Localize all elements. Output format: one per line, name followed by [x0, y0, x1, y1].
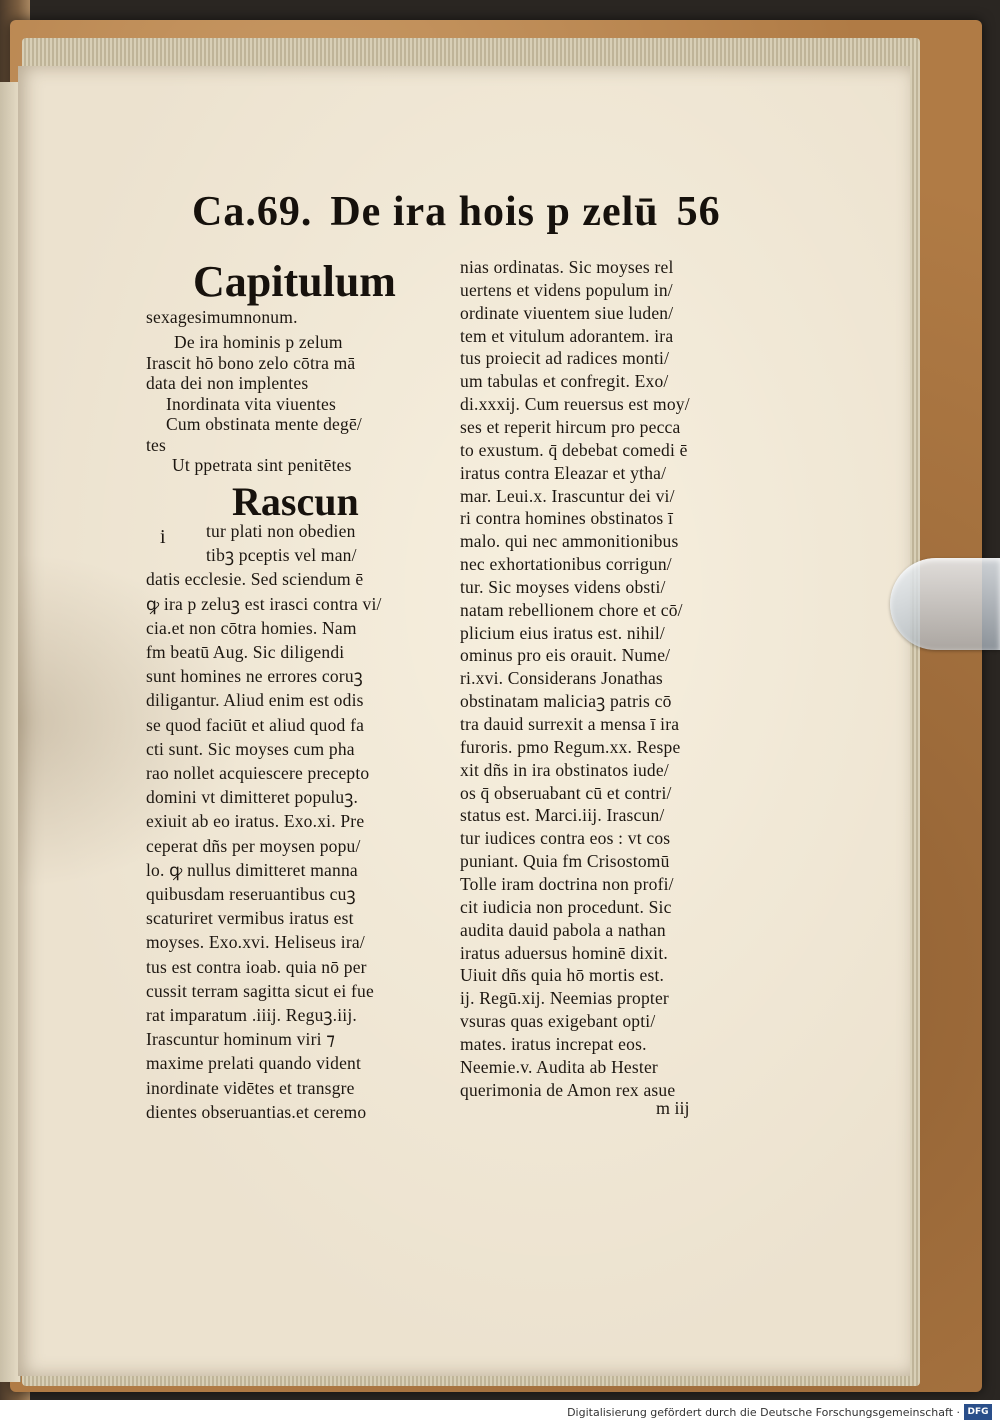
text-line: plicium eius iratus est. nihil/: [460, 622, 665, 643]
text-line: cussit terram sagitta sicut ei fue: [146, 980, 374, 1001]
text-line: fm beatū Aug. Sic diligendi: [146, 642, 345, 662]
text-line: tus est contra ioab. quia nō per: [146, 956, 367, 977]
text-line: vsuras quas exigebant opti/: [460, 1011, 656, 1032]
text-line: tur plati non obedien: [206, 521, 356, 541]
text-line: audita dauid pabola a nathan: [460, 919, 666, 940]
text-line: furoris. pmo Regum.xx. Respe: [460, 736, 681, 757]
text-line: tus proiecit ad radices monti/: [460, 348, 670, 369]
text-line: rat imparatum .iiij. Reguꝫ.iij.: [146, 1005, 358, 1025]
text-line: Irascuntur hominum viri ⁊: [146, 1029, 336, 1050]
text-line: querimonia de Amon rex asue: [460, 1079, 676, 1100]
summary-line: Inordinata vita viuentes: [166, 393, 337, 414]
text-line: Uiuit dñs quia hō mortis est.: [460, 965, 665, 986]
text-line: diligantur. Aliud enim est odis: [146, 690, 364, 711]
text-line: malo. qui nec ammonitionibus: [460, 531, 679, 552]
text-line: ordinate viuentem siue luden/: [460, 302, 674, 323]
text-line: dientes obseruantias.et ceremo: [146, 1101, 367, 1122]
summary-line: tes: [146, 434, 167, 455]
text-line: tur. Sic moyses videns obsti/: [460, 576, 666, 597]
text-line: puniant. Quia fm Crisostomū: [460, 851, 670, 872]
text-line: to exustum. q̄ debebat comedi ē: [460, 439, 688, 460]
text-line: cti sunt. Sic moyses cum pha: [146, 738, 355, 759]
decorated-initial-word: Rascun: [232, 479, 359, 524]
summary-line: De ira hominis p zelum: [174, 332, 343, 352]
text-line: scaturiret vermibus iratus est: [146, 908, 354, 929]
text-line: obstinatam maliciaꝫ patris cō: [460, 691, 672, 712]
footer-bar: [0, 1400, 1000, 1426]
signature-mark: m iij: [656, 1098, 690, 1118]
text-line: nec exhortationibus corrigun/: [460, 554, 672, 575]
text-line: Tolle iram doctrina non profi/: [460, 873, 674, 894]
summary-line: Cum obstinata mente degē/: [166, 414, 362, 434]
text-line: ses et reperit hircum pro pecca: [460, 416, 681, 437]
text-line: tem et vitulum adorantem. ira: [460, 325, 674, 346]
folio-number: 56: [676, 189, 721, 235]
text-line: ꝙ ira p zeluꝫ est irasci contra vi/: [146, 593, 382, 614]
text-line: quibusdam reseruantibus cuꝫ: [146, 884, 356, 904]
text-line: tra dauid surrexit a mensa ī ira: [460, 714, 680, 734]
text-line: datis ecclesie. Sed sciendum ē: [146, 569, 364, 590]
text-line: nias ordinatas. Sic moyses rel: [460, 257, 674, 277]
text-line: tibꝫ pceptis vel man/: [206, 545, 357, 566]
text-line: cia.et non cōtra homies. Nam: [146, 617, 357, 638]
text-line: cit iudicia non procedunt. Sic: [460, 896, 672, 917]
text-line: Neemie.v. Audita ab Hester: [460, 1056, 658, 1077]
summary-line: data dei non implentes: [146, 373, 309, 393]
text-line: exiuit ab eo iratus. Exo.xi. Pre: [146, 811, 365, 832]
text-line: domini vt dimitteret populuꝫ.: [146, 787, 359, 808]
text-line: sunt homines ne errores coruꝫ: [146, 666, 363, 687]
text-line: maxime prelati quando vident: [146, 1053, 362, 1074]
text-line: ri.xvi. Considerans Jonathas: [460, 668, 663, 689]
text-line: di.xxxij. Cum reuersus est moy/: [460, 394, 690, 415]
chapter-subheading: sexagesimumnonum.: [146, 307, 298, 327]
text-line: ominus pro eis orauit. Nume/: [460, 645, 671, 666]
text-line: xit dñs in ira obstinatos iude/: [460, 759, 669, 780]
text-line: mar. Leui.x. Irascuntur dei vi/: [460, 485, 675, 506]
page-marker-tab: [890, 558, 1000, 650]
initial-letter: i: [160, 526, 166, 548]
text-line: inordinate vidētes et transgre: [146, 1077, 355, 1098]
text-line: ceperat dñs per moysen popu/: [146, 835, 361, 856]
text-line: ij. Regū.xij. Neemias propter: [460, 988, 669, 1009]
text-line: iratus contra Eleazar et ytha/: [460, 462, 667, 483]
text-line: status est. Marci.iij. Irascun/: [460, 805, 665, 826]
chapter-heading: Capitulum: [193, 257, 396, 306]
text-line: mates. iratus increpat eos.: [460, 1033, 647, 1054]
text-line: natam rebellionem chore et cō/: [460, 599, 683, 620]
text-line: ri contra homines obstinatos ī: [460, 508, 674, 529]
text-line: uertens et videns populum in/: [460, 279, 673, 300]
summary-line: Irascit hō bono zelo cōtra mā: [146, 352, 356, 373]
text-line: lo. ꝙ nullus dimitteret manna: [146, 859, 358, 880]
chapter-number: Ca.69.: [192, 189, 313, 235]
chapter-title: De ira hois p zelū: [330, 189, 659, 235]
text-line: moyses. Exo.xvi. Heliseus ira/: [146, 932, 365, 953]
text-line: iratus aduersus hominē dixit.: [460, 942, 668, 963]
text-line: um tabulas et confregit. Exo/: [460, 371, 669, 392]
running-header: [192, 188, 739, 236]
text-line: os q̄ obseruabant cū et contri/: [460, 782, 672, 803]
funding-note: Digitalisierung gefördert durch die Deutsche Forschungsgemeinschaft ·: [567, 1406, 960, 1419]
text-line: se quod faciūt et aliud quod fa: [146, 714, 365, 735]
dfg-logo: DFG: [964, 1404, 992, 1420]
summary-line: Ut ppetrata sint penitētes: [172, 455, 352, 475]
text-line: tur iudices contra eos : vt cos: [460, 828, 671, 849]
text-line: rao nollet acquiescere precepto: [146, 763, 370, 783]
